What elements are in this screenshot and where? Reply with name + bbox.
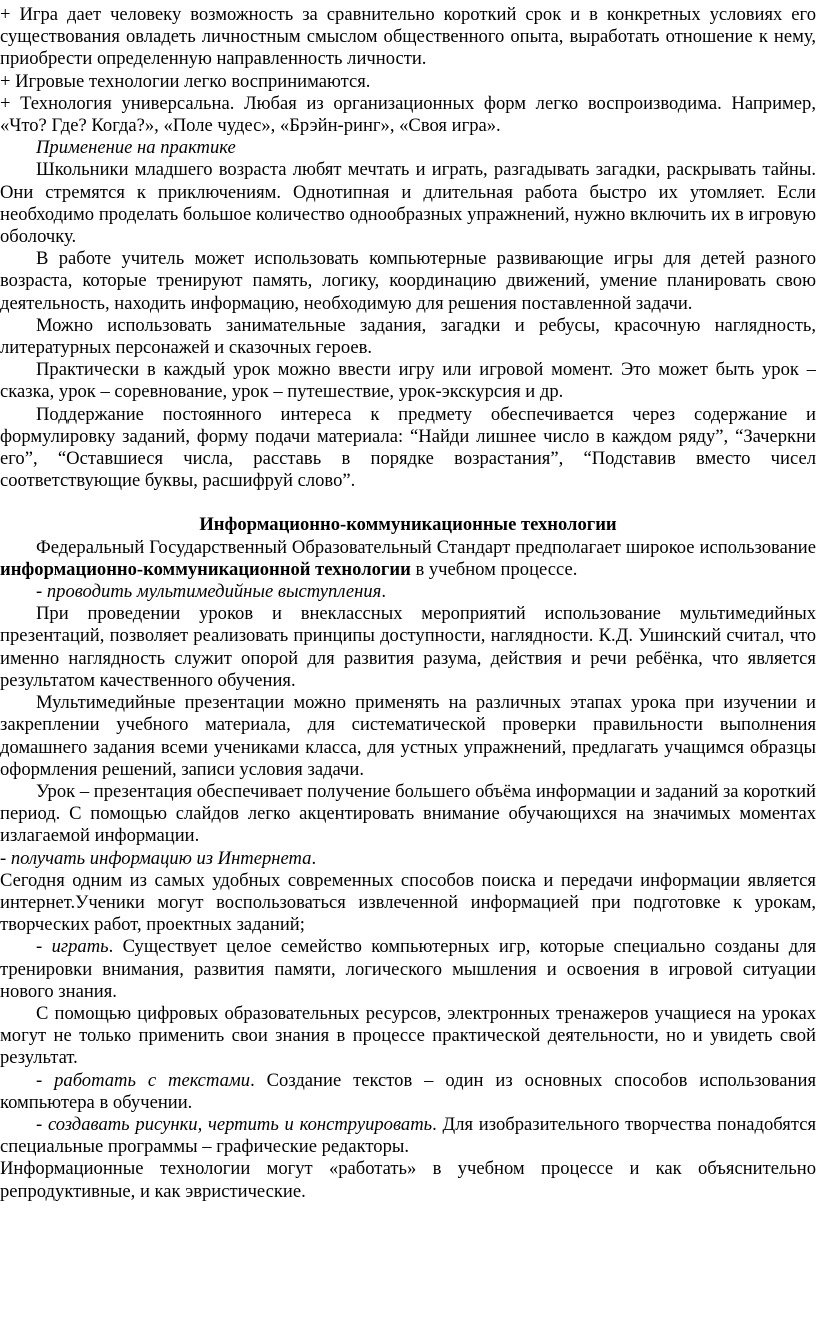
paragraph-presentations-stages: Мультимедийные презентации можно применять на различных этапах урока при изучении и закреплении учебного материала, для систематической проверки правильности выполнения домашнего задания всеми учениками класса, для устных упражнений, предлагать учащимся образцы оформления решений, записи условия задачи. [0, 692, 816, 780]
paragraph-schoolchildren: Школьники младшего возраста любят мечтать и играть, разгадывать загадки, раскрывать тайны. Они стремятся к приключениям. Однотипная и длительная работа быстро их утомляет. Если необходимо проделать большое количество однообразных упражнений, нужно включить их в игровую оболочку. [0, 159, 816, 248]
paragraph-interest: Поддержание постоянного интереса к предмету обеспечивается через содержание и формулировку заданий, форму подачи материала: “Найди лишнее число в каждом ряду”, “Зачеркни его”, “Оставшиеся числа, расставь в порядке возрастания”, “Подставив вместо чисел соответствующие буквы, расшифруй слово”. [0, 403, 816, 492]
subheading-practice-text: Применение на практике [36, 137, 236, 159]
paragraph-it-conclusion: Информационные технологии могут «работать» в учебном процессе и как объяснительно репродуктивные, и как эвристические. [0, 1158, 816, 1202]
fgos-text-bold: информационно-коммуникационной технологии [0, 558, 411, 580]
paragraph-game-perception: + Игровые технологии легко воспринимаются. [0, 70, 371, 92]
paragraph-internet: Сегодня одним из самых удобных современных способов поиска и передачи информации является интернет.Ученики могут воспользоваться извлеченной информацией при подготовке к урокам, творческих работ, проектных заданий; [0, 869, 816, 936]
subheading-practice [0, 137, 816, 159]
dash-marker: - [36, 936, 52, 958]
document-page [0, 4, 816, 1203]
paragraph-fgos [0, 537, 816, 581]
dash-marker: - [36, 581, 47, 603]
paragraph-computer-games: В работе учитель может использовать компьютерные развивающие игры для детей разного возраста, которые тренируют память, логику, координацию движений, умение планировать свою деятельность, находить информацию, необходимую для решения поставленной задачи. [0, 248, 816, 314]
list-item-play: - играть. Существует целое семейство компьютерных игр, которые специально созданы для тренировки внимания, развития памяти, логического мышления и освоения в игровой ситуации нового знания. [0, 936, 816, 1002]
paragraph-entertaining-tasks: Можно использовать занимательные задания, загадки и ребусы, красочную наглядность, литературных персонажей и сказочных героев. [0, 314, 816, 359]
fgos-text-a: Федеральный Государственный Образовательный Стандарт предполагает широкое использование [36, 536, 816, 558]
list-item-play-label: играть [51, 936, 109, 958]
list-item-multimedia: - проводить мультимедийные выступления. [36, 581, 386, 603]
fgos-text-c: в учебном процессе. [410, 558, 578, 580]
dash-marker: - [36, 1069, 55, 1091]
list-item-multimedia-label: проводить мультимедийные выступления [46, 581, 382, 603]
list-item-texts-label: работать с текстами [54, 1069, 251, 1091]
list-item-drawing: - создавать рисунки, чертить и конструировать. Для изобразительного творчества понадобятся специальные программы – графические редакторы. [0, 1113, 816, 1158]
paragraph-presentations: При проведении уроков и внеклассных мероприятий использование мультимедийных презентаций, позволяет реализовать принципы доступности, наглядности. К.Д. Ушинский считал, что именно наглядность служит опорой для развития разума, действия и речи ребёнка, что является результатом качественного обучения. [0, 603, 816, 691]
dash-marker: - [0, 847, 11, 869]
list-item-drawing-label: создавать рисунки, чертить и конструировать [47, 1113, 433, 1135]
paragraph-lesson-presentation: Урок – презентация обеспечивает получение большего объёма информации и заданий за короткий период. С помощью слайдов легко акцентировать внимание обучающихся на значимых моментах излагаемой информации. [0, 780, 816, 847]
list-item-texts: - работать с текстами. Создание текстов – один из основных способов использования компьютера в обучении. [0, 1069, 816, 1113]
list-item-internet: - получать информацию из Интернета. [0, 847, 317, 869]
paragraph-game-benefit: + Игра дает человеку возможность за сравнительно короткий срок и в конкретных условиях его существования овладеть личностным смыслом общественного опыта, выработать отношение к нему, приобрести определенную направленность личности. [0, 4, 816, 70]
list-item-internet-label: получать информацию из Интернета [10, 847, 312, 869]
paragraph-technology-universal: + Технология универсальна. Любая из организационных форм легко воспроизводима. Например, «Что? Где? Когда?», «Поле чудес», «Брэйн-ринг», «Своя игра». [0, 92, 816, 137]
paragraph-digital-resources: С помощью цифровых образовательных ресурсов, электронных тренажеров учащиеся на уроках могут не только применить свои знания в процессе практической деятельности, но и увидеть свой результат. [0, 1002, 816, 1069]
dash-marker: - [36, 1113, 48, 1135]
section-heading-ict: Информационно-коммуникационные технологии [199, 514, 617, 536]
paragraph-game-moment: Практически в каждый урок можно ввести игру или игровой момент. Это может быть урок – сказка, урок – соревнование, урок – путешествие, урок-экскурсия и др. [0, 359, 816, 403]
